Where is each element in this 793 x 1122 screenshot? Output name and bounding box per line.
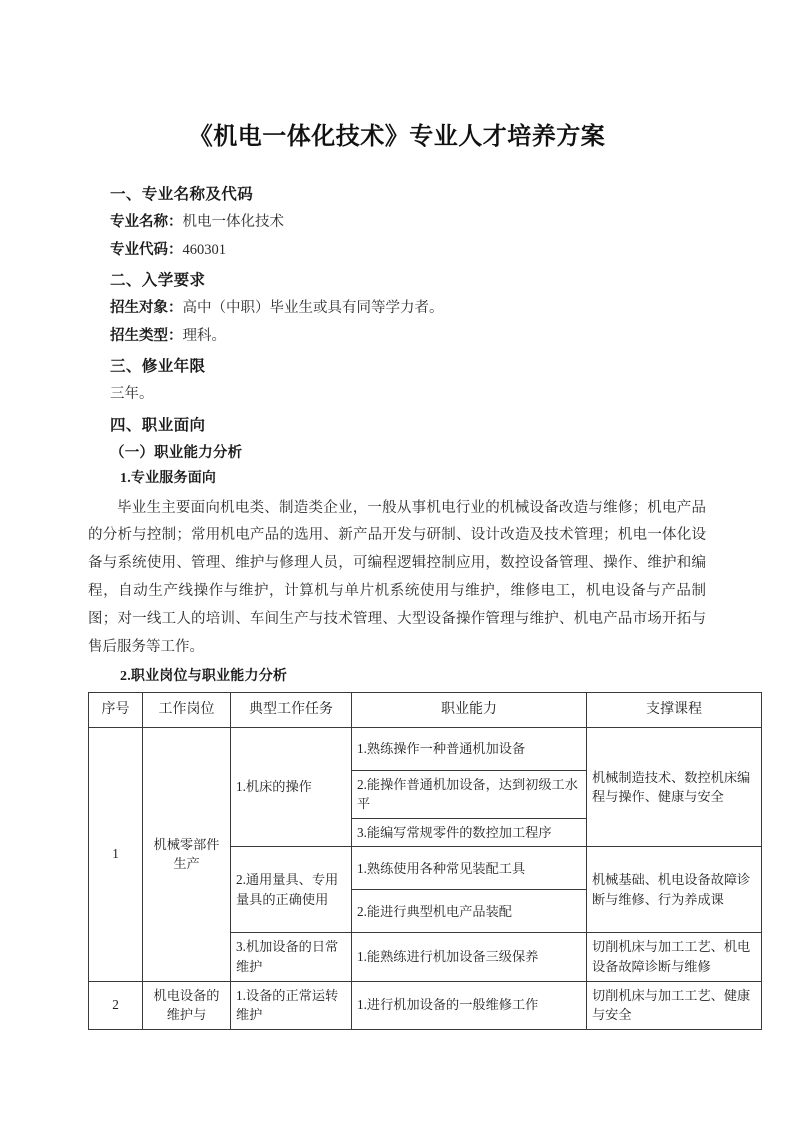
page-title: 《机电一体化技术》专业人才培养方案 — [188, 124, 606, 150]
cell-ability-1-2-2: 2.能进行典型机电产品装配 — [352, 890, 587, 933]
table-row — [89, 981, 762, 1029]
field-admission-type-value: 理科。 — [182, 327, 226, 344]
field-major-name — [88, 211, 706, 234]
heading-professional-service: 1.专业服务面向 — [120, 471, 217, 487]
cell-seq-2: 2 — [89, 981, 143, 1029]
heading-section-4-sub: （一）职业能力分析 — [110, 444, 243, 461]
field-admission-target-value: 高中（中职）毕业生或具有同等学力者。 — [182, 300, 444, 317]
heading-section-2: 二、入学要求 — [110, 272, 206, 290]
field-major-name-label: 专业名称： — [110, 214, 183, 231]
cell-ability-1-2-1: 1.熟练使用各种常见装配工具 — [352, 847, 587, 890]
cell-ability-1-1-3: 3.能编写常规零件的数控加工程序 — [352, 818, 587, 847]
cell-course-1-2: 机械基础、机电设备故障诊断与维修、行为养成课 — [587, 847, 762, 933]
heading-section-3: 三、修业年限 — [110, 358, 206, 376]
cell-course-2-1: 切削机床与加工工艺、健康与安全 — [587, 981, 762, 1029]
col-header-course: 支撑课程 — [587, 692, 762, 727]
cell-course-1-1: 机械制造技术、数控机床编程与操作、健康与安全 — [587, 727, 762, 847]
cell-ability-1-1-1: 1.熟练操作一种普通机加设备 — [352, 727, 587, 770]
table-header-row — [89, 692, 762, 727]
job-ability-table — [88, 692, 762, 1030]
cell-post-1: 机械零部件生产 — [143, 727, 231, 981]
cell-course-1-3: 切削机床与加工工艺、机电设备故障诊断与维修 — [587, 933, 762, 981]
heading-section-4: 四、职业面向 — [110, 416, 206, 434]
field-admission-type-label: 招生类型： — [110, 327, 183, 344]
cell-task-2-1: 1.设备的正常运转维护 — [231, 981, 352, 1029]
col-header-seq: 序号 — [89, 692, 143, 727]
cell-task-1-3: 3.机加设备的日常维护 — [231, 933, 352, 981]
col-header-task: 典型工作任务 — [231, 692, 352, 727]
cell-task-1-1: 1.机床的操作 — [231, 727, 352, 847]
cell-seq-1: 1 — [89, 727, 143, 981]
heading-job-ability-analysis: 2.职业岗位与职业能力分析 — [120, 668, 288, 684]
cell-post-2: 机电设备的维护与 — [143, 981, 231, 1029]
table-row — [89, 727, 762, 770]
field-admission-target — [88, 297, 706, 320]
col-header-post: 工作岗位 — [143, 692, 231, 727]
field-admission-type — [88, 325, 706, 348]
heading-section-1: 一、专业名称及代码 — [110, 186, 254, 204]
field-major-code-label: 专业代码： — [110, 241, 183, 258]
document-content — [88, 0, 751, 1030]
cell-ability-1-3-1: 1.能熟练进行机加设备三级保养 — [352, 933, 587, 981]
cell-ability-2-1-1: 1.进行机加设备的一般维修工作 — [352, 981, 587, 1029]
field-admission-target-label: 招生对象： — [110, 300, 183, 317]
col-header-ability: 职业能力 — [352, 692, 587, 727]
table-header — [89, 692, 762, 727]
cell-task-1-2: 2.通用量具、专用量具的正确使用 — [231, 847, 352, 933]
table-body — [89, 727, 762, 1029]
cell-ability-1-1-2: 2.能操作普通机加设备，达到初级工水平 — [352, 770, 587, 818]
study-duration-text: 三年。 — [110, 386, 154, 403]
field-major-name-value: 机电一体化技术 — [182, 214, 284, 231]
field-major-code — [88, 239, 706, 262]
professional-service-paragraph: 毕业生主要面向机电类、制造类企业，一般从事机电行业的机械设备改造与维修；机电产品的分析与控制；常用机电产品的选用、新产品开发与研制、设计改造及技术管理；机电一体化设备与系统使用、管理、维护与修理人员，可编程逻辑控制应用，数控设备管理、操作、维护和编程，自动生产线操作与维护，计算机与单片机系统使用与维护，维修电工，机电设备与产品制图；对一线工人的培训、车间生产与技术管理、大型设备操作管理与维护、机电产品市场开拓与售后服务等工作。 — [88, 499, 706, 655]
job-ability-table-wrap — [88, 692, 751, 1030]
field-major-code-value: 460301 — [182, 241, 226, 258]
